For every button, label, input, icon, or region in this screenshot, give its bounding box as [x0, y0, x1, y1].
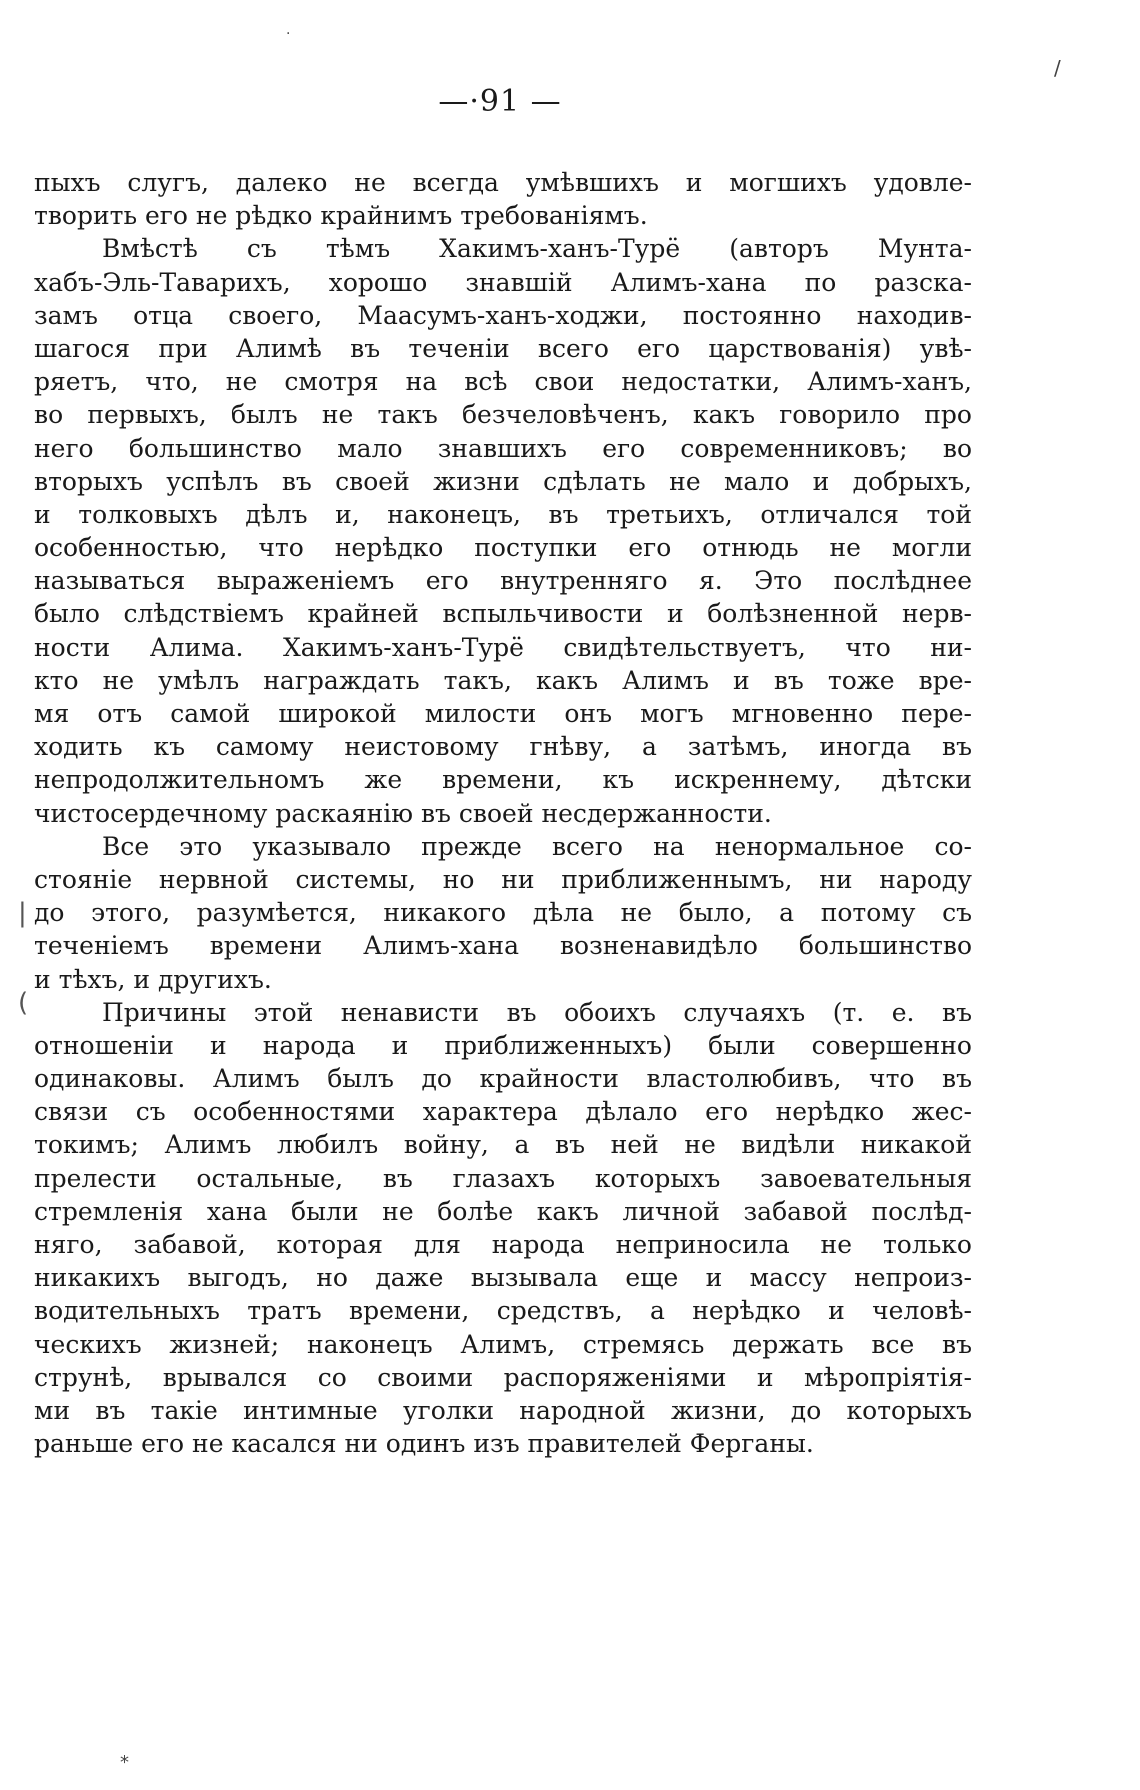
text-line: до этого, разумѣется, никакого дѣла не было, а потому съ: [34, 898, 972, 928]
text-line: прелести остальные, въ глазахъ которыхъ завоевательныя: [34, 1163, 972, 1193]
text-line: Вмѣстѣ съ тѣмъ Хакимъ-ханъ-Турё (авторъ Мунта-: [102, 234, 972, 264]
text-line: отношеніи и народа и приближенныхъ) были совершенно: [34, 1030, 972, 1060]
text-line: стремленія хана были не болѣе какъ личной забавой послѣд-: [34, 1196, 972, 1226]
margin-mark-bracket: |: [18, 898, 27, 928]
body-text: [34, 166, 972, 1460]
text-line: непродолжительномъ же времени, къ искреннему, дѣтски: [34, 765, 972, 795]
text-line: творить его не рѣдко крайнимъ требованіямъ.: [34, 201, 648, 231]
ink-speck-top: ·: [286, 26, 291, 42]
text-line: водительныхъ тратъ времени, средствъ, а нерѣдко и человѣ-: [34, 1296, 972, 1326]
text-line: шагося при Алимѣ въ теченіи всего его царствованія) увѣ-: [34, 333, 972, 363]
text-line: раньше его не касался ни одинъ изъ правителей Ферганы.: [34, 1429, 814, 1459]
text-line: него большинство мало знавшихъ его современниковъ; во: [34, 433, 972, 463]
text-line: струнѣ, врывался со своими распоряженіями и мѣропріятія-: [34, 1362, 972, 1392]
text-line: и толковыхъ дѣлъ и, наконецъ, въ третьихъ, отличался той: [34, 499, 972, 529]
text-line: теченіемъ времени Алимъ-хана возненавидѣло большинство: [34, 931, 972, 961]
text-line: особенностью, что нерѣдко поступки его отнюдь не могли: [34, 533, 972, 563]
ink-mark-top-right: /: [1054, 56, 1061, 80]
text-line: связи съ особенностями характера дѣлало его нерѣдко жес-: [34, 1097, 972, 1127]
text-line: называться выраженіемъ его внутренняго я. Это послѣднее: [34, 566, 972, 596]
text-line: ческихъ жизней; наконецъ Алимъ, стремясь держать все въ: [34, 1329, 972, 1359]
page-number: —·91 —: [438, 84, 562, 119]
text-line: и тѣхъ, и другихъ.: [34, 964, 272, 994]
text-line: токимъ; Алимъ любилъ войну, а въ ней не видѣли никакой: [34, 1130, 972, 1160]
text-line: няго, забавой, которая для народа неприносила не только: [34, 1230, 972, 1259]
text-line: Причины этой ненависти въ обоихъ случаяхъ (т. е. въ: [102, 997, 972, 1027]
text-line: ходить къ самому неистовому гнѣву, а затѣмъ, иногда въ: [34, 732, 972, 762]
text-line: одинаковы. Алимъ былъ до крайности властолюбивъ, что въ: [34, 1064, 972, 1094]
text-line: ряетъ, что, не смотря на всѣ свои недостатки, Алимъ-ханъ,: [34, 367, 972, 397]
text-line: замъ отца своего, Маасумъ-ханъ-ходжи, постоянно находив-: [34, 300, 972, 330]
margin-mark-paren: (: [18, 988, 29, 1018]
ink-speck-bottom: *: [120, 1752, 129, 1773]
text-line: никакихъ выгодъ, но даже вызывала еще и массу непроиз-: [34, 1263, 972, 1293]
text-line: ми въ такіе интимные уголки народной жизни, до которыхъ: [34, 1395, 972, 1425]
text-line: во первыхъ, былъ не такъ безчеловѣченъ, какъ говорило про: [34, 400, 972, 430]
text-line: пыхъ слугъ, далеко не всегда умѣвшихъ и могшихъ удовле-: [34, 168, 972, 197]
text-line: чистосердечному раскаянію въ своей несдержанности.: [34, 798, 772, 828]
text-line: мя отъ самой широкой милости онъ могъ мгновенно пере-: [34, 699, 972, 728]
text-line: ности Алима. Хакимъ-ханъ-Турё свидѣтельствуетъ, что ни-: [34, 632, 972, 662]
text-line: вторыхъ успѣлъ въ своей жизни сдѣлать не мало и добрыхъ,: [34, 466, 972, 496]
text-line: было слѣдствіемъ крайней вспыльчивости и болѣзненной нерв-: [34, 599, 972, 629]
text-line: стояніе нервной системы, но ни приближеннымъ, ни народу: [34, 864, 972, 894]
text-line: Все это указывало прежде всего на ненормальное со-: [102, 831, 972, 861]
text-line: хабъ-Эль-Таварихъ, хорошо знавшій Алимъ-хана по разска-: [34, 267, 972, 297]
text-line: кто не умѣлъ награждать такъ, какъ Алимъ и въ тоже вре-: [34, 665, 972, 695]
